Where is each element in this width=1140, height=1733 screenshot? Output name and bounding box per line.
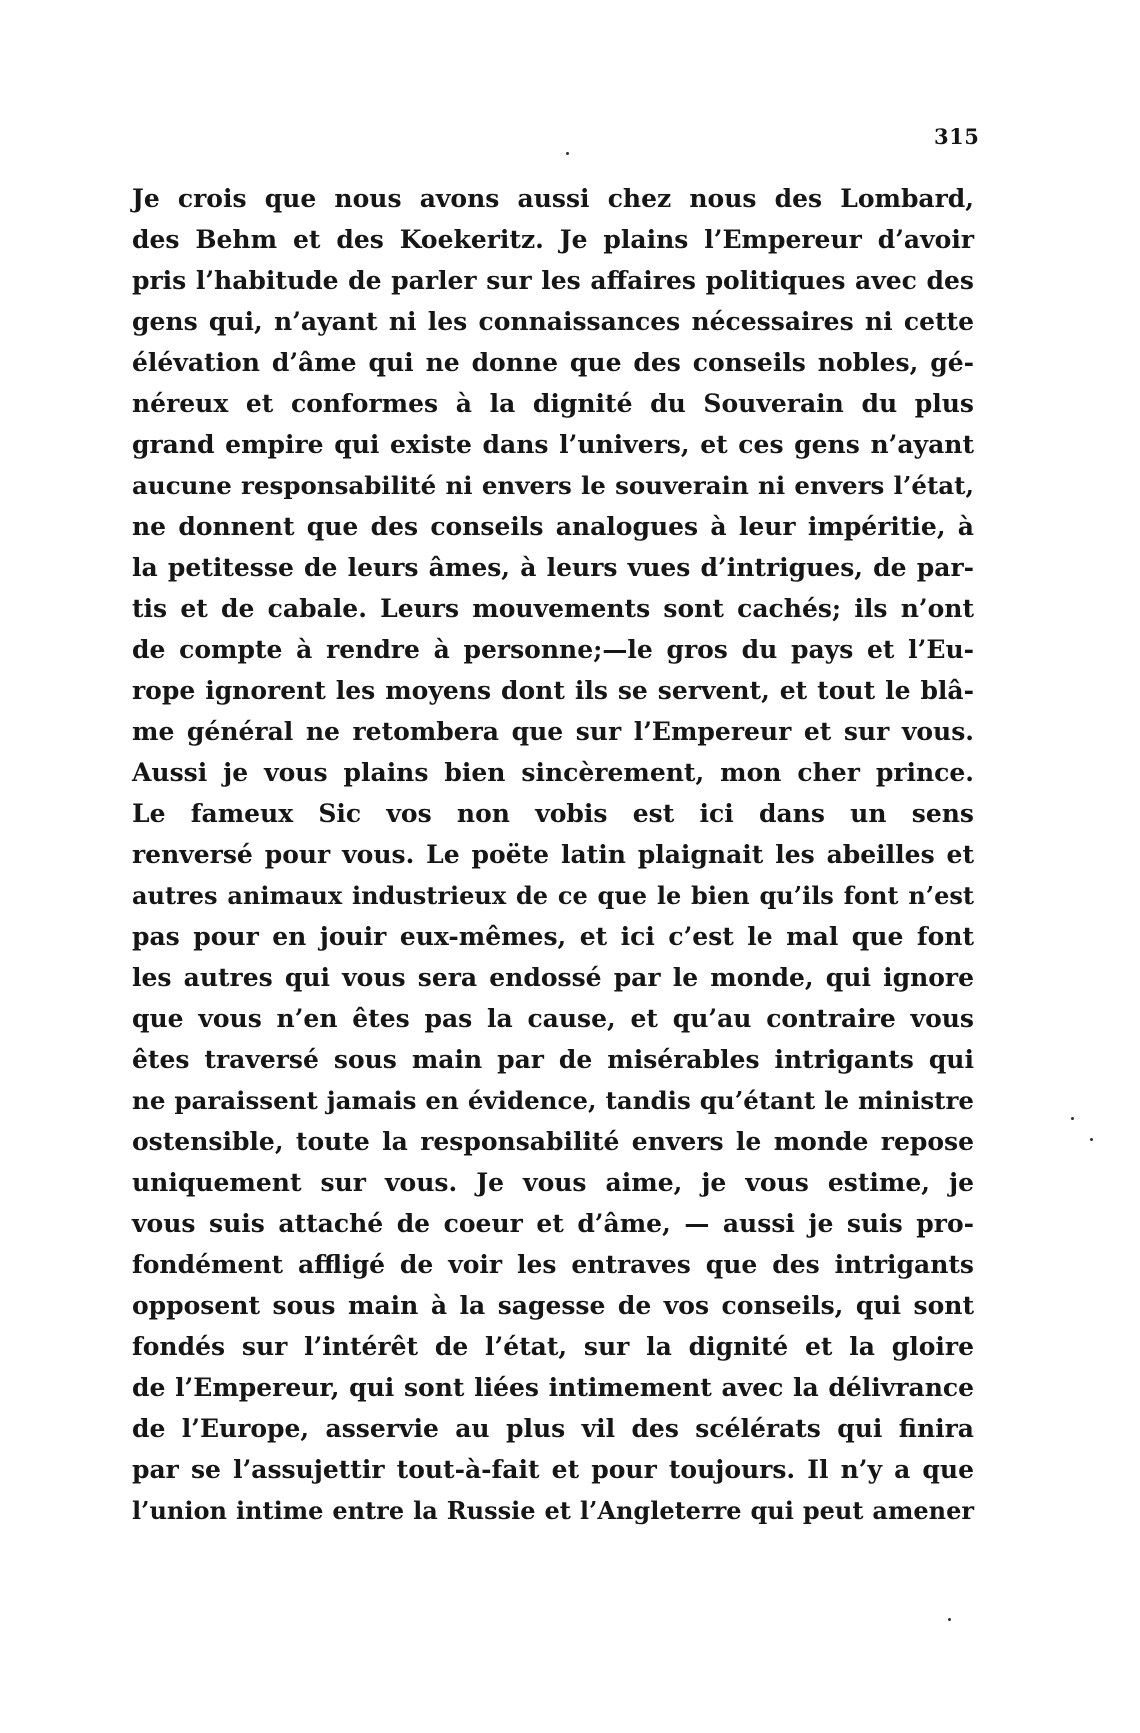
text-line: renversé pour vous. Le poëte latin plaignait les abeilles et	[132, 840, 974, 869]
scan-speck	[948, 1618, 951, 1621]
text-line: Le fameux Sic vos non vobis est ici dans un sens	[132, 799, 974, 828]
text-line: que vous n’en êtes pas la cause, et qu’au contraire vous	[132, 1004, 974, 1033]
text-line: ne paraissent jamais en évidence, tandis qu’étant le ministre	[132, 1086, 974, 1115]
text-line: de compte à rendre à personne;—le gros du pays et l’Eu-	[132, 635, 974, 664]
text-line: aucune responsabilité ni envers le souverain ni envers l’état,	[132, 471, 974, 500]
text-line: pris l’habitude de parler sur les affaires politiques avec des	[132, 266, 974, 295]
scan-speck	[1090, 1138, 1093, 1141]
text-line: l’union intime entre la Russie et l’Angleterre qui peut amener	[132, 1496, 974, 1525]
scan-speck	[566, 152, 569, 155]
text-line: grand empire qui existe dans l’univers, et ces gens n’ayant	[132, 430, 974, 459]
text-line: de l’Europe, asservie au plus vil des scélérats qui finira	[132, 1414, 974, 1443]
body-text	[132, 178, 974, 1531]
text-line: opposent sous main à la sagesse de vos conseils, qui sont	[132, 1291, 974, 1320]
text-line: Je crois que nous avons aussi chez nous des Lombard,	[132, 184, 974, 213]
text-line: élévation d’âme qui ne donne que des conseils nobles, gé-	[132, 348, 974, 377]
text-line: de l’Empereur, qui sont liées intimement avec la délivrance	[132, 1373, 974, 1402]
text-line: rope ignorent les moyens dont ils se servent, et tout le blâ-	[132, 676, 974, 705]
text-line: autres animaux industrieux de ce que le bien qu’ils font n’est	[132, 881, 974, 910]
text-line: fondés sur l’intérêt de l’état, sur la dignité et la gloire	[132, 1332, 974, 1361]
text-line: Aussi je vous plains bien sincèrement, mon cher prince.	[132, 758, 974, 787]
text-line: me général ne retombera que sur l’Empereur et sur vous.	[132, 717, 974, 746]
text-line: fondément affligé de voir les entraves que des intrigants	[132, 1250, 974, 1279]
text-line: les autres qui vous sera endossé par le monde, qui ignore	[132, 963, 974, 992]
text-line: ne donnent que des conseils analogues à leur impéritie, à	[132, 512, 974, 541]
text-line: vous suis attaché de coeur et d’âme, — aussi je suis pro-	[132, 1209, 974, 1238]
text-line: des Behm et des Koekeritz. Je plains l’Empereur d’avoir	[132, 225, 974, 254]
scan-speck	[1071, 1117, 1074, 1120]
text-line: êtes traversé sous main par de misérables intrigants qui	[132, 1045, 974, 1074]
text-line: néreux et conformes à la dignité du Souverain du plus	[132, 389, 974, 418]
text-line: tis et de cabale. Leurs mouvements sont cachés; ils n’ont	[132, 594, 974, 623]
text-line: pas pour en jouir eux-mêmes, et ici c’est le mal que font	[132, 922, 974, 951]
text-line: la petitesse de leurs âmes, à leurs vues d’intrigues, de par-	[132, 553, 974, 582]
page-number: 315	[934, 124, 980, 149]
text-line: uniquement sur vous. Je vous aime, je vous estime, je	[132, 1168, 974, 1197]
text-line: ostensible, toute la responsabilité envers le monde repose	[132, 1127, 974, 1156]
text-line: par se l’assujettir tout-à-fait et pour toujours. Il n’y a que	[132, 1455, 974, 1484]
text-line: gens qui, n’ayant ni les connaissances nécessaires ni cette	[132, 307, 974, 336]
